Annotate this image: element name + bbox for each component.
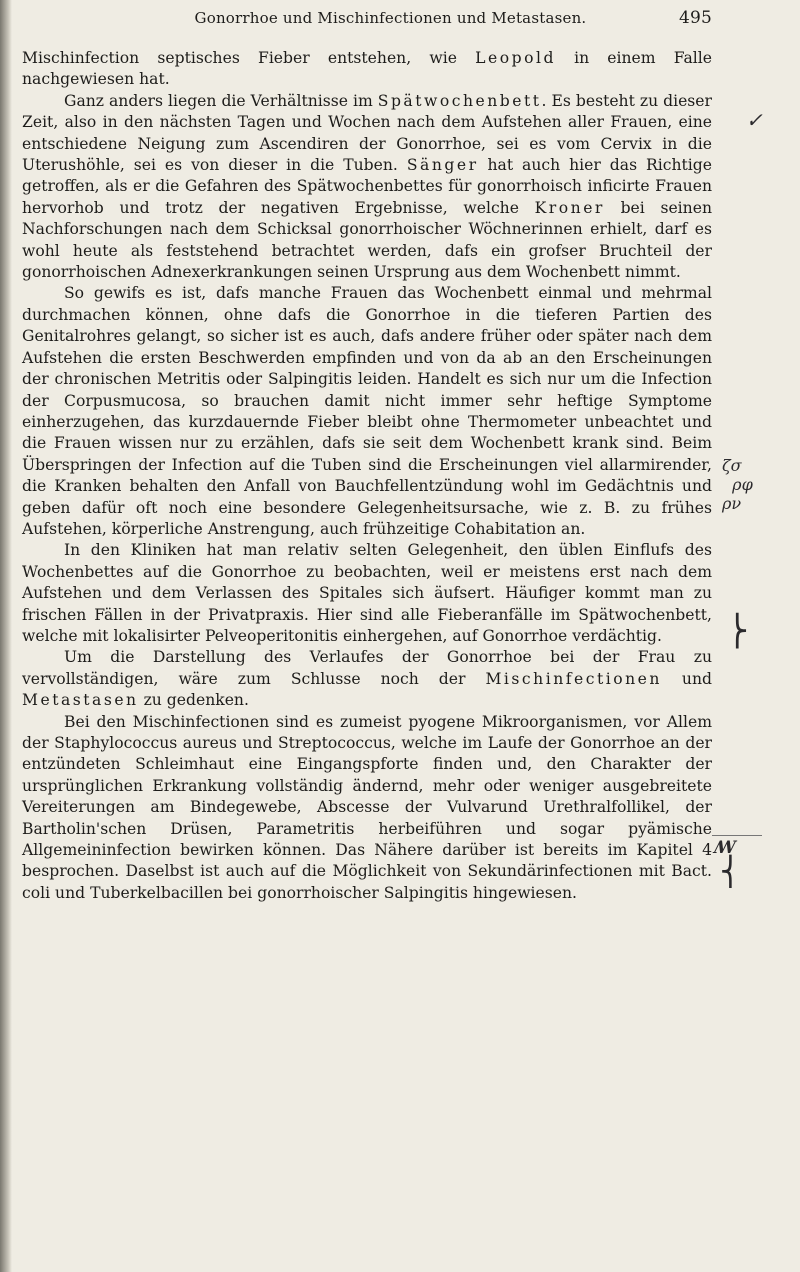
text-run: zu gedenken.	[138, 691, 249, 710]
spaced-name: Mischinfectionen	[485, 669, 662, 688]
text-run: und	[661, 669, 712, 688]
paragraph	[22, 647, 712, 711]
paragraph	[22, 712, 712, 905]
text-run: Bei den Mischinfectionen sind es zumeist pyogene Mikroorganismen, vor Allem der Staphylococcus aureus und Streptococcus, welche im Laufe der Gonorrhoe an der entzündeten Schleimhaut eine Eingangspforte finden und, den Charakter der ursprünglichen Erkrankung vollständig ändernd, mehr oder weniger ausgebreitete Vereiterungen am Bindegewebe, Abscesse der Vulvarund Urethralfollikel, der Bartholin'schen Drüsen, Parametritis herbeiführen und sogar pyämische Allgemeininfection bewirken können. Das Nähere darüber ist bereits im Kapitel 4 besprochen. Daselbst ist auch auf die Möglichkeit von Sekundärinfectionen mit Bact. coli und Tuberkelbacillen bei gonorrhoischer Salpingitis hingewiesen.	[22, 712, 712, 902]
handwritten-margin-notes	[712, 0, 800, 1272]
running-header	[22, 8, 712, 34]
spaced-name: Kroner	[534, 198, 605, 217]
book-gutter-shadow	[0, 0, 12, 1272]
book-page	[22, 8, 712, 904]
margin-rule	[712, 835, 762, 836]
text-run: hat auch hier das Richtige getroffen, als er die Gefahren des Spätwochenbettes für gonorrhoisch inficirte Frauen hervorhob und trotz der negativen Ergebnisse, welche	[22, 156, 712, 217]
page-number: 495	[678, 8, 712, 28]
body-text	[22, 48, 712, 904]
spaced-name: Leopold	[475, 49, 556, 67]
paragraph	[22, 540, 712, 647]
text-run: bei seinen Nachforschungen nach dem Schicksal gonorrhoischer Wöchnerinnen erhielt, darf es wohl heute als feststehend betrachtet werden, dafs ein grofser Bruchteil der gonorrhoischen Adnexerkrankungen seinen Ursprung aus dem Wochenbett nimmt.	[22, 198, 712, 282]
running-title: Gonorrhoe und Mischinfectionen und Metastasen.	[194, 9, 587, 27]
text-run: So gewifs es ist, dafs manche Frauen das Wochenbett einmal und mehrmal durchmachen können, ohne dafs die Gonorrhoe in die tieferen Partien des Genitalrohres gelangt, so sicher ist es auch, dafs andere früher oder später nach dem Aufstehen die ersten Beschwerden empfinden und von da ab an den Erscheinungen der chronischen Metritis oder Salpingitis leiden. Handelt es sich nur um die Infection der Corpusmucosa, so brauchen damit nicht immer sehr heftige Symptome einherzugehen, das kurzdauernde Fieber bleibt ohne Thermometer unbeachtet und die Frauen wissen nur zu erzählen, dafs sie seit dem Wochenbett krank sind. Beim Überspringen der Infection auf die Tuben sind die Erscheinungen viel allarmirender, die Kranken behalten den Anfall von Bauchfellentzündung wohl im Gedächtnis und geben dafür oft noch eine besondere Gelegenheitsursache, wie z. B. zu frühes Aufstehen, körperliche Anstrengung, auch frühzeitige Cohabitation an.	[22, 284, 712, 538]
text-run: In den Kliniken hat man relativ selten Gelegenheit, den üblen Einflufs des Wochenbettes auf die Gonorrhoe zu beobachten, weil er meistens erst nach dem Aufstehen und dem Verlassen des Spitales sich äufsert. Häufiger kommt man zu frischen Fällen in der Privatpraxis. Hier sind alle Fieberanfälle im Spätwochenbett, welche mit lokalisirter Pelveoperitonitis einhergehen, auf Gonorrhoe verdächtig.	[22, 541, 712, 645]
paragraph	[22, 91, 712, 284]
spaced-name: Spätwochenbett	[377, 91, 542, 110]
text-run: . Es besteht zu dieser Zeit, also in den nächsten Tagen und Wochen nach dem Aufstehen aller Frauen, eine entschiedene Neigung zum Ascendiren der Gonorrhoe, sei es vom Cervix in die Uterushöhle, sei es von dieser in die Tuben.	[22, 91, 712, 175]
margin-checkmark-icon: ✓	[746, 108, 763, 132]
paragraph	[22, 283, 712, 540]
spaced-name: Metastasen	[22, 691, 139, 710]
margin-scribble-1: ζσ ρφ ρν	[722, 456, 753, 513]
margin-bracket-icon: ⎬	[726, 614, 749, 649]
text-run: Mischinfection septisches Fieber entstehen, wie	[22, 49, 476, 67]
spaced-name: Sänger	[406, 156, 479, 175]
paragraph	[22, 48, 712, 91]
margin-bracket-2-icon: ⎨	[720, 855, 741, 888]
text-run: in einem Falle nachgewiesen hat.	[22, 49, 713, 89]
text-run: Um die Darstellung des Verlaufes der Gonorrhoe bei der Frau zu vervollständigen, wäre zum Schlusse noch der	[22, 648, 712, 688]
margin-scribble-2: ꟿ	[714, 838, 736, 858]
text-run: Ganz anders liegen die Verhältnisse im	[64, 91, 378, 110]
